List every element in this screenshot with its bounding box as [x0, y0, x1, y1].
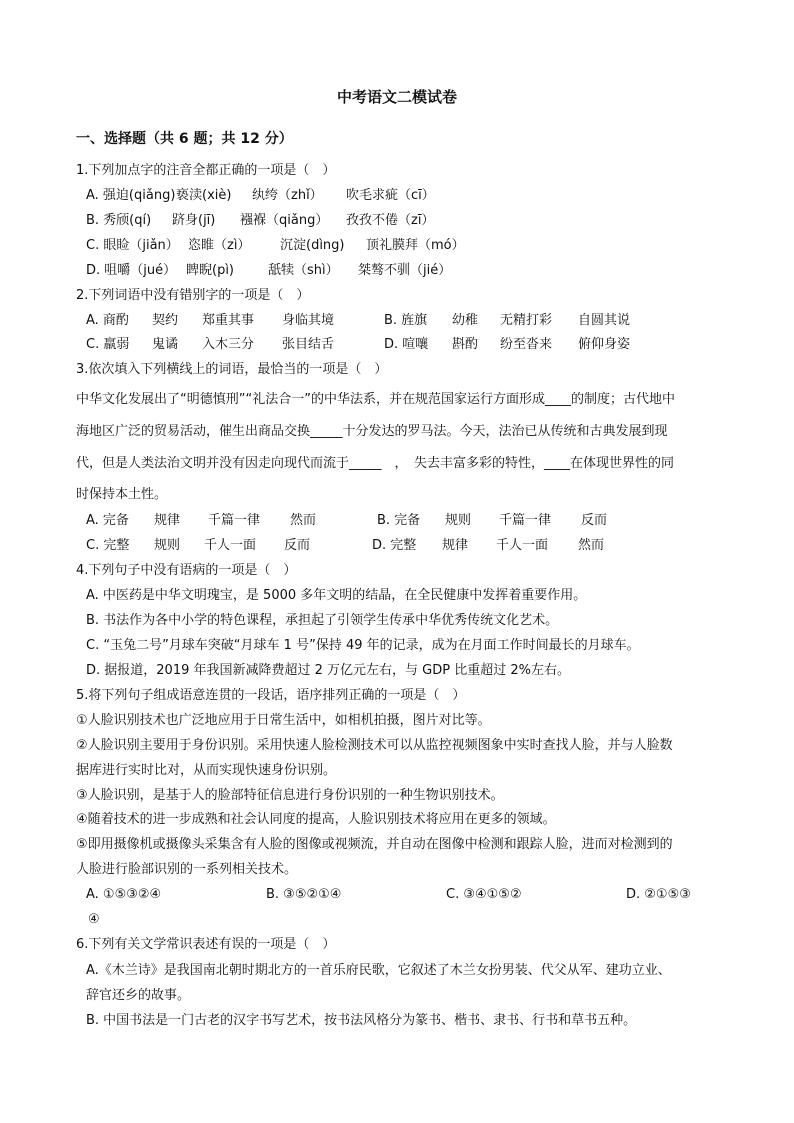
question-4-stem: 4.下列句子中没有语病的一项是（ ） [76, 563, 297, 578]
question-5-option-c[interactable]: C. ③④①⑤② [446, 887, 522, 902]
option-term: D. 完整 [372, 538, 417, 553]
option-term: 无精打彩 [500, 313, 553, 328]
option-term: 规则 [445, 513, 472, 528]
option-term: B. 完备 [377, 513, 421, 528]
option-term: A. 商酌 [86, 313, 129, 328]
option-term: 恣睢（zì） [188, 238, 251, 253]
option-term: 鬼谲 [152, 337, 179, 352]
option-term: 桀骜不驯（jié） [358, 263, 452, 278]
option-term: 襁褓（qiǎng） [240, 213, 329, 228]
option-term: D. 咀嚼（jué） [86, 263, 177, 278]
option-term: 俯仰身姿 [578, 337, 631, 352]
option-term: 入木三分 [202, 337, 255, 352]
passage-line: 海地区广泛的贸易活动，催生出商品交换_____十分发达的罗马法。今天，法治已从传统和古典发展到现 [76, 424, 668, 439]
option-term: 幼稚 [452, 313, 479, 328]
option-term: 规则 [154, 538, 181, 553]
passage-line: 中华文化发展出了“明德慎刑”“礼法合一”的中华法系，并在规范国家运行方面形成____的制度；古代地中 [76, 392, 675, 407]
option-term: 舐犊（shì） [268, 263, 339, 278]
sentence-2: ②人脸识别主要用于身份识别。采用快速人脸检测技术可以从监控视频图象中实时查找人脸，并与人脸数 [76, 738, 673, 753]
passage-line: 代，但是人类法治文明并没有因走向现代而流于_____ ， 失去丰富多彩的特性，____在体现世界性的同 [76, 456, 675, 471]
option-term: 吹毛求疵（cī） [346, 188, 435, 203]
question-4-option-a[interactable]: A. 中医药是中华文明瑰宝，是 5000 多年文明的结晶，在全民健康中发挥着重要作用。 [86, 588, 587, 603]
sentence-1: ①人脸识别技术也广泛地应用于日常生活中，如相机拍摄，图片对比等。 [76, 713, 491, 728]
option-term: 然而 [290, 513, 317, 528]
sentence-4: ④随着技术的进一步成熟和社会认同度的提高，人脸识别技术将应用在更多的领域。 [76, 812, 556, 827]
section-heading: 一、选择题（共 6 题；共 12 分） [76, 131, 293, 147]
question-6-option-a-continued: 辞官还乡的故事。 [86, 988, 191, 1003]
option-term: 反而 [284, 538, 311, 553]
option-term: 规律 [154, 513, 181, 528]
question-3-stem: 3.依次填入下列横线上的词语，最恰当的一项是（ ） [76, 362, 388, 377]
option-term: 张目结舌 [282, 337, 335, 352]
option-term: C. 眼睑（jiǎn） [86, 238, 179, 253]
option-term: D. 喧嚷 [384, 337, 429, 352]
option-term: B. 秀颀(qí) [86, 213, 152, 228]
question-5-stem: 5.将下列句子组成语意连贯的一段话，语序排列正确的一项是（ ） [76, 688, 466, 703]
option-term: 纷至沓来 [500, 337, 553, 352]
option-term: 千人一面 [204, 538, 257, 553]
option-term: 顶礼膜拜（mó） [366, 238, 465, 253]
question-4-option-c[interactable]: C. “玉兔二号”月球车突破“月球车 1 号”保持 49 年的记录，成为在月面工作时间最长的月球车。 [86, 638, 640, 653]
option-term: 自圆其说 [578, 313, 631, 328]
question-6-option-a[interactable]: A.《木兰诗》是我国南北朝时期北方的一首乐府民歌，它叙述了木兰女扮男装、代父从军、建功立业、 [86, 963, 671, 978]
option-term: 沉淀(dìng) [280, 238, 345, 253]
option-term: 跻身(jī) [172, 213, 216, 228]
sentence-2-continued: 据库进行实时比对，从而实现快速身份识别。 [76, 763, 337, 778]
question-5-option-a[interactable]: A. ①⑤③②④ [86, 887, 162, 902]
question-6-stem: 6.下列有关文学常识表述有误的一项是（ ） [76, 937, 336, 952]
option-term: B. 旌旗 [384, 313, 428, 328]
option-term: 睥睨(pì) [186, 263, 235, 278]
question-2-stem: 2.下列词语中没有错别字的一项是（ ） [76, 288, 310, 303]
option-term: 然而 [578, 538, 605, 553]
question-5-option-d-wrap: ④ [88, 912, 100, 927]
sentence-5: ⑤即用摄像机或摄像头采集含有人脸的图像或视频流，并自动在图像中检测和跟踪人脸，进而对检测到的 [76, 837, 673, 852]
option-term: A. 强迫(qiǎng) [86, 188, 176, 203]
option-term: 契约 [152, 313, 179, 328]
option-term: 亵渎(xiè) [176, 188, 232, 203]
question-5-option-b[interactable]: B. ③⑤②①④ [266, 887, 342, 902]
option-term: 孜孜不倦（zī） [346, 213, 435, 228]
option-term: 纨绔（zhǐ） [252, 188, 323, 203]
option-term: 身临其境 [282, 313, 335, 328]
option-term: 郑重其事 [202, 313, 255, 328]
option-term: 反而 [581, 513, 608, 528]
option-term: 斟酌 [452, 337, 479, 352]
option-term: 千篇一律 [499, 513, 552, 528]
option-term: C. 完整 [86, 538, 130, 553]
page-title: 中考语文二模试卷 [336, 88, 457, 106]
question-4-option-b[interactable]: B. 书法作为各中小学的特色课程，承担起了引领学生传承中华优秀传统文化艺术。 [86, 613, 559, 628]
question-5-option-d[interactable]: D. ②①⑤③ [626, 887, 691, 902]
question-4-option-d[interactable]: D. 据报道，2019 年我国新减降费超过 2 万亿元左右，与 GDP 比重超过 2%左右。 [86, 663, 570, 678]
option-term: 千人一面 [496, 538, 549, 553]
sentence-3: ③人脸识别，是基于人的脸部特征信息进行身份识别的一种生物识别技术。 [76, 788, 504, 803]
question-6-option-b[interactable]: B. 中国书法是一门古老的汉字书写艺术，按书法风格分为篆书、楷书、隶书、行书和草书五种。 [86, 1013, 637, 1028]
option-term: A. 完备 [86, 513, 129, 528]
option-term: 千篇一律 [208, 513, 261, 528]
passage-line: 时保持本土性。 [76, 487, 168, 502]
option-term: 规律 [442, 538, 469, 553]
sentence-5-continued: 人脸进行脸部识别的一系列相关技术。 [76, 862, 298, 877]
option-term: C. 羸弱 [86, 337, 130, 352]
question-1-stem: 1.下列加点字的注音全都正确的一项是（ ） [76, 163, 336, 178]
